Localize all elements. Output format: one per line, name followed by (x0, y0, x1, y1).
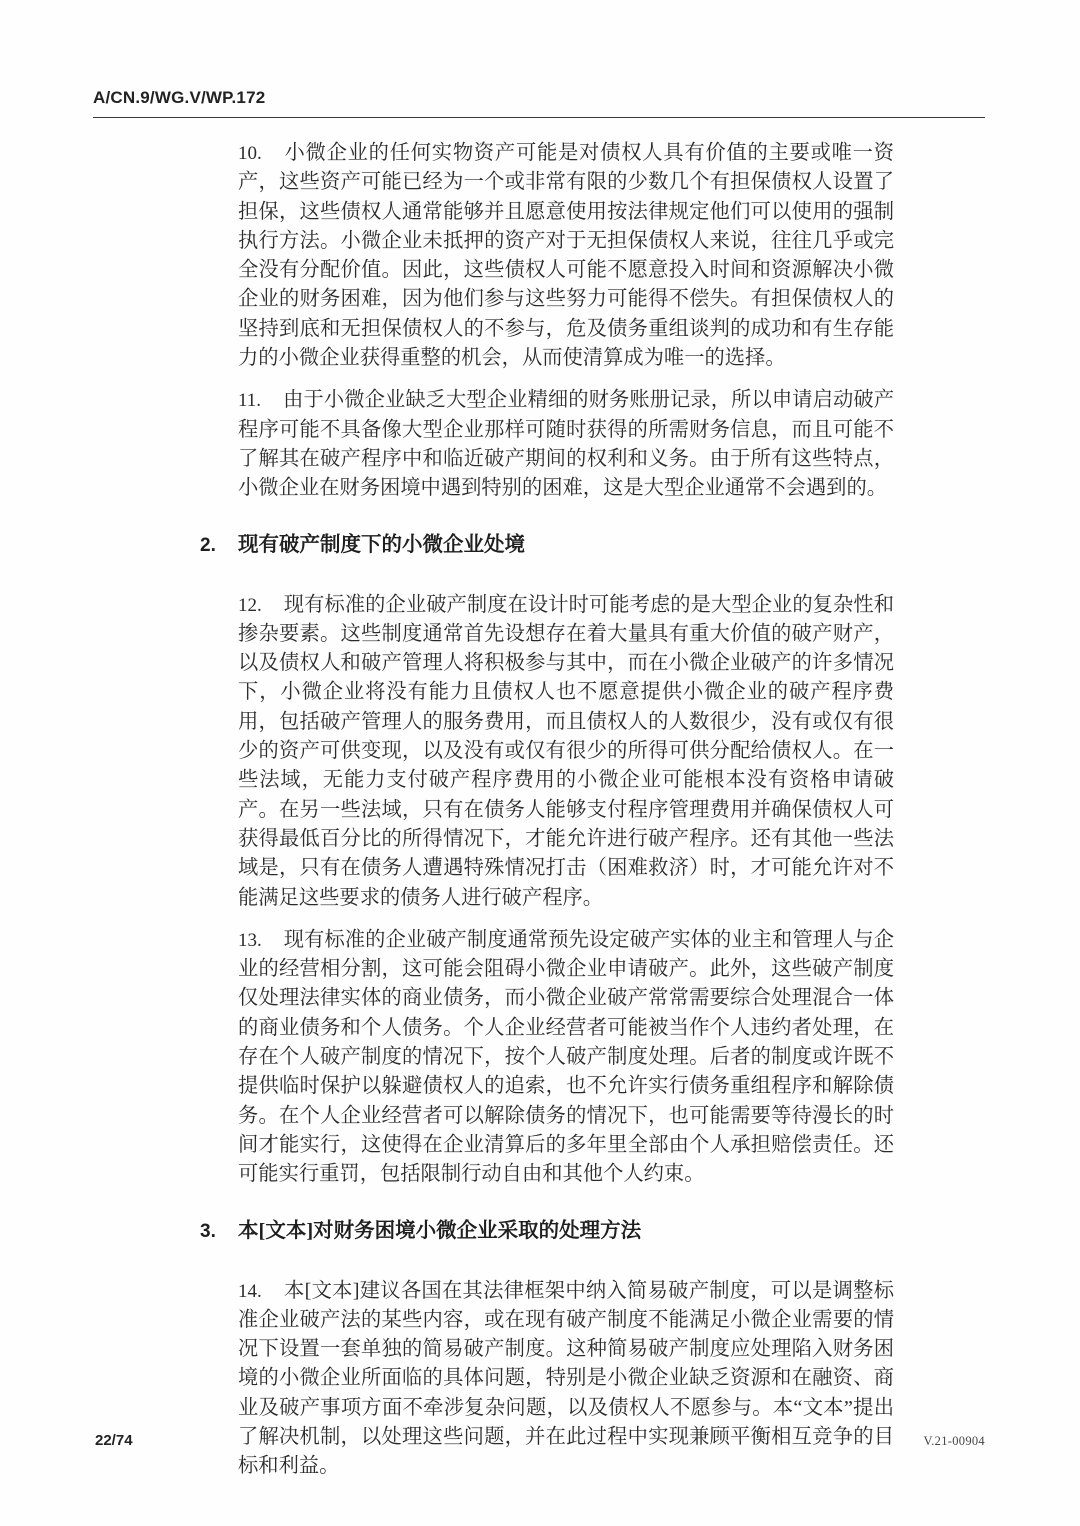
paragraph-text: 现有标准的企业破产制度在设计时可能考虑的是大型企业的复杂性和掺杂要素。这些制度通常首先设想存在着大量具有重大价值的破产财产，以及债权人和破产管理人将积极参与其中，而在小微企业破产的许多情况下，小微企业将没有能力且债权人也不愿意提供小微企业的破产程序费用，包括破产管理人的服务费用，而且债权人的人数很少，没有或仅有很少的资产可供变现，以及没有或仅有很少的所得可供分配给债权人。在一些法域，无能力支付破产程序费用的小微企业可能根本没有资格申请破产。在另一些法域，只有在债务人能够支付程序管理费用并确保债权人可获得最低百分比的所得情况下，才能允许进行破产程序。还有其他一些法域是，只有在债务人遭遇特殊情况打击（困难救济）时，才可能允许对不能满足这些要求的债务人进行破产程序。 (238, 593, 894, 909)
paragraph-text: 由于小微企业缺乏大型企业精细的财务账册记录，所以申请启动破产程序可能不具备像大型企业那样可随时获得的所需财务信息，而且可能不了解其在破产程序中和临近破产期间的权利和义务。由于所有这些特点，小微企业在财务困境中遇到特别的困难，这是大型企业通常不会遇到的。 (238, 389, 894, 500)
paragraph-10 (238, 139, 894, 373)
section-title: 现有破产制度下的小微企业处境 (238, 533, 525, 556)
section-number: 3. (200, 1220, 216, 1242)
paragraph-number: 14. (238, 1280, 262, 1302)
paragraph-11 (238, 386, 894, 503)
paragraph-text: 小微企业的任何实物资产可能是对债权人具有价值的主要或唯一资产，这些资产可能已经为一个或非常有限的少数几个有担保债权人设置了担保，这些债权人通常能够并且愿意使用按法律规定他们可以使用的强制执行方法。小微企业未抵押的资产对于无担保债权人来说，往往几乎或完全没有分配价值。因此，这些债权人可能不愿意投入时间和资源解决小微企业的财务困难，因为他们参与这些努力可能得不偿失。有担保债权人的坚持到底和无担保债权人的不参与，危及债务重组谈判的成功和有生存能力的小微企业获得重整的机会，从而使清算成为唯一的选择。 (238, 142, 894, 370)
paragraph-number: 13. (238, 929, 262, 951)
document-symbol: A/CN.9/WG.V/WP.172 (93, 88, 266, 107)
section-heading-2 (200, 531, 894, 560)
paragraph-text: 现有标准的企业破产制度通常预先设定破产实体的业主和管理人与企业的经营相分割，这可能会阻碍小微企业申请破产。此外，这些破产制度仅处理法律实体的商业债务，而小微企业破产常常需要综合处理混合一体的商业债务和个人债务。个人企业经营者可能被当作个人违约者处理，在存在个人破产制度的情况下，按个人破产制度处理。后者的制度或许既不提供临时保护以躲避债权人的追索，也不允许实行债务重组程序和解除债务。在个人企业经营者可以解除债务的情况下，也可能需要等待漫长的时间才能实行，这使得在企业清算后的多年里全部由个人承担赔偿责任。还可能实行重罚，包括限制行动自由和其他个人约束。 (238, 928, 894, 1186)
paragraph-number: 11. (238, 390, 262, 412)
section-number: 2. (200, 534, 216, 556)
document-reference: V.21-00904 (923, 1434, 985, 1448)
paragraph-number: 10. (238, 143, 262, 164)
document-body (200, 139, 894, 1495)
paragraph-12 (238, 591, 894, 913)
page-number: 22/74 (95, 1432, 133, 1449)
header-rule (93, 117, 985, 118)
paragraph-number: 12. (238, 594, 262, 616)
paragraph-14 (238, 1277, 894, 1482)
section-title: 本[文本]对财务困境小微企业采取的处理方法 (238, 1219, 642, 1242)
paragraph-13 (238, 926, 894, 1190)
paragraph-text: 本[文本]建议各国在其法律框架中纳入简易破产制度，可以是调整标准企业破产法的某些内容，或在现有破产制度不能满足小微企业需要的情况下设置一套单独的简易破产制度。这种简易破产制度应处理陷入财务困境的小微企业所面临的具体问题，特别是小微企业缺乏资源和在融资、商业及破产事项方面不牵涉复杂问题，以及债权人不愿参与。本“文本”提出了解决机制，以处理这些问题，并在此过程中实现兼顾平衡相互竞争的目标和利益。 (238, 1279, 894, 1478)
section-heading-3 (200, 1217, 894, 1246)
